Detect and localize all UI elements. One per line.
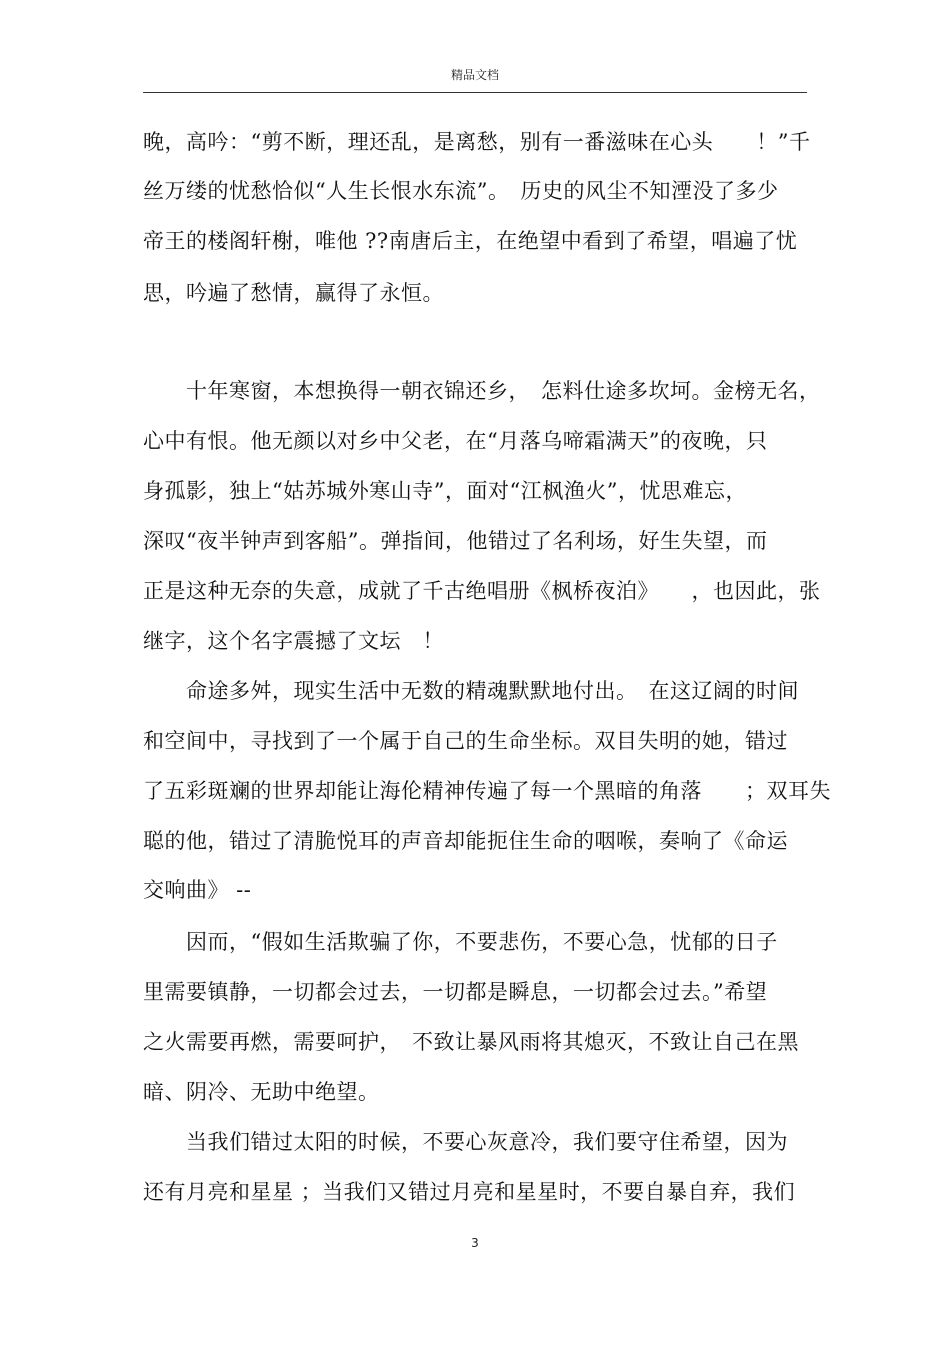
text-line: 帝王的楼阁轩榭，唯他 ??南唐后主，在绝望中看到了希望，唱遍了忧 <box>143 229 798 253</box>
text-line: 了五彩斑斓的世界却能让海伦精神传遍了每一个黑暗的角落 ；双耳失 <box>143 779 831 803</box>
text-line: 心中有恨。他无颜以对乡中父老，在“月落乌啼霜满天”的夜晚，只 <box>143 429 768 453</box>
text-line: 深叹“夜半钟声到客船”。弹指间，他错过了名利场，好生失望，而 <box>143 529 768 553</box>
text-line: 交响曲》 -- <box>143 878 252 902</box>
text-line: 聪的他，错过了清脆悦耳的声音却能扼住生命的咽喉，奏响了《命运 <box>143 829 788 853</box>
text-line: 里需要镇静，一切都会过去，一切都是瞬息，一切都会过去。”希望 <box>143 980 768 1004</box>
page-number: 3 <box>471 1236 479 1250</box>
text-line: 还有月亮和星星 ；当我们又错过月亮和星星时，不要自暴自弃，我们 <box>143 1180 796 1204</box>
text-line: 因而，“假如生活欺骗了你，不要悲伤，不要心急，忧郁的日子 <box>143 930 778 954</box>
text-line: 晚，高吟：“剪不断，理还乱，是离愁，别有一番滋味在心头 ！”千 <box>143 130 811 154</box>
text-line: 正是这种无奈的失意，成就了千古绝唱册《枫桥夜泊》 ，也因此，张 <box>143 579 821 603</box>
header-divider <box>143 92 807 93</box>
page-header: 精品文档 <box>450 68 499 82</box>
text-line: 思，吟遍了愁情，赢得了永恒。 <box>143 281 444 305</box>
text-line: 之火需要再燃，需要呵护， 不致让暴风雨将其熄灭，不致让自己在黑 <box>143 1030 799 1054</box>
text-line: 当我们错过太阳的时候，不要心灰意冷，我们要守住希望，因为 <box>143 1130 788 1154</box>
text-line: 暗、阴冷、无助中绝望。 <box>143 1080 380 1104</box>
text-line: 继字，这个名字震撼了文坛 ！ <box>143 629 444 653</box>
text-line: 丝万缕的忧愁恰似“人生长恨水东流”。 历史的风尘不知湮没了多少 <box>143 179 779 203</box>
text-line: 十年寒窗，本想换得一朝衣锦还乡， 怎料仕途多坎坷。金榜无名， <box>143 379 821 403</box>
text-line: 和空间中，寻找到了一个属于自己的生命坐标。双目失明的她，错过 <box>143 729 788 753</box>
text-line: 命途多舛，现实生活中无数的精魂默默地付出。 在这辽阔的时间 <box>143 679 799 703</box>
text-line: 身孤影，独上“姑苏城外寒山寺”，面对“江枫渔火”，忧思难忘， <box>143 479 747 503</box>
